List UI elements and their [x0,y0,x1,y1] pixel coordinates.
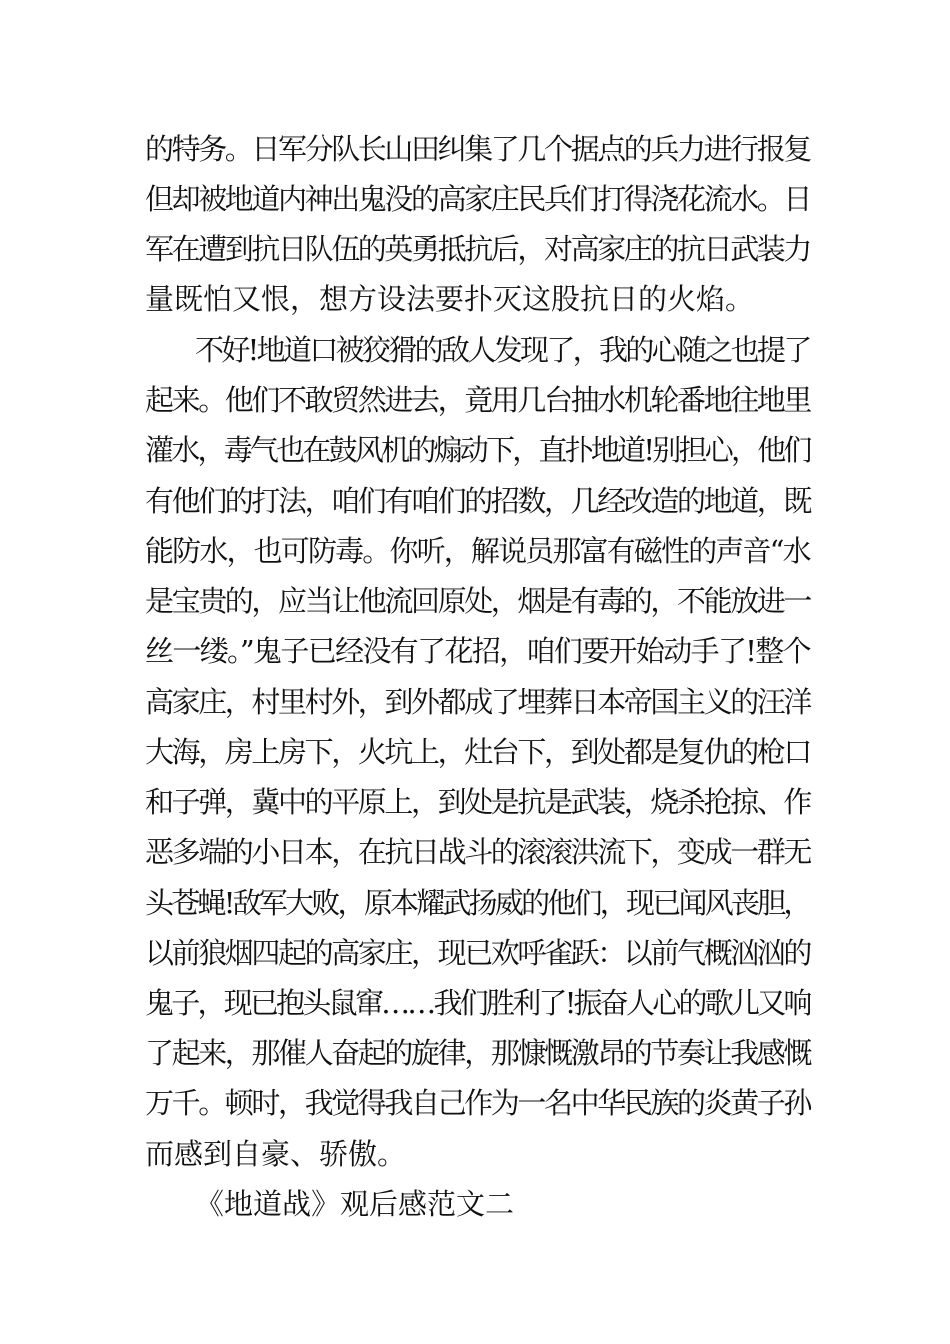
paragraph-2-line-16: 万千。顿时，我觉得我自己作为一名中华民族的炎黄子孙 [145,1086,811,1120]
paragraph-2-line-3: 灌水，毒气也在鼓风机的煽动下，直扑地道!别担心，他们 [145,433,810,467]
paragraph-2-line-17: 而感到自豪、骄傲。 [145,1137,407,1171]
paragraph-2-line-7: 丝一缕。”鬼子已经没有了花招，咱们要开始动手了!整个 [145,634,810,668]
paragraph-2-line-10: 和子弹，冀中的平原上，到处是抗是武装，烧杀抢掠、作 [145,785,811,819]
paragraph-1-line-2: 但却被地道内神出鬼没的高家庄民兵们打得浇花流水。日 [145,182,811,216]
paragraph-2-line-14: 鬼子，现已抱头鼠窜……我们胜利了!振奋人心的歌儿又响 [145,986,810,1020]
paragraph-2-line-15: 了起来，那催人奋起的旋律，那慷慨激昂的节奏让我感慨 [145,1036,811,1070]
paragraph-1-line-3: 军在遭到抗日队伍的英勇抵抗后，对高家庄的抗日武装力 [145,232,811,266]
paragraph-2-line-9: 大海，房上房下，火坑上，灶台下，到处都是复仇的枪口 [145,735,811,769]
paragraph-2-line-11: 恶多端的小日本，在抗日战斗的滚滚洪流下，变成一群无 [145,835,811,869]
paragraph-2-line-5: 能防水，也可防毒。你听，解说员那富有磁性的声音“水 [145,534,810,568]
paragraph-2-line-13: 以前狼烟四起的高家庄，现已欢呼雀跃：以前气概汹汹的 [145,936,811,970]
paragraph-2-line-2: 起来。他们不敢贸然进去，竟用几台抽水机轮番地往地里 [145,383,811,417]
paragraph-2-line-1: 不好!地道口被狡猾的敌人发现了，我的心随之也提了 [195,333,810,367]
paragraph-2-line-12: 头苍蝇!敌军大败，原本耀武扬威的他们，现已闻风丧胆， [145,886,810,920]
paragraph-1-line-1: 的特务。日军分队长山田纠集了几个据点的兵力进行报复 [145,132,811,166]
paragraph-2-line-8: 高家庄，村里村外，到外都成了埋葬日本帝国主义的汪洋 [145,685,811,719]
section-heading: 《地道战》观后感范文二 [195,1187,515,1221]
paragraph-2-line-4: 有他们的打法，咱们有咱们的招数，几经改造的地道，既 [145,484,811,518]
paragraph-2-line-6: 是宝贵的，应当让他流回原处，烟是有毒的，不能放进一 [145,584,811,618]
paragraph-1-line-4: 量既怕又恨，想方设法要扑灭这股抗日的火焰。 [145,282,755,316]
